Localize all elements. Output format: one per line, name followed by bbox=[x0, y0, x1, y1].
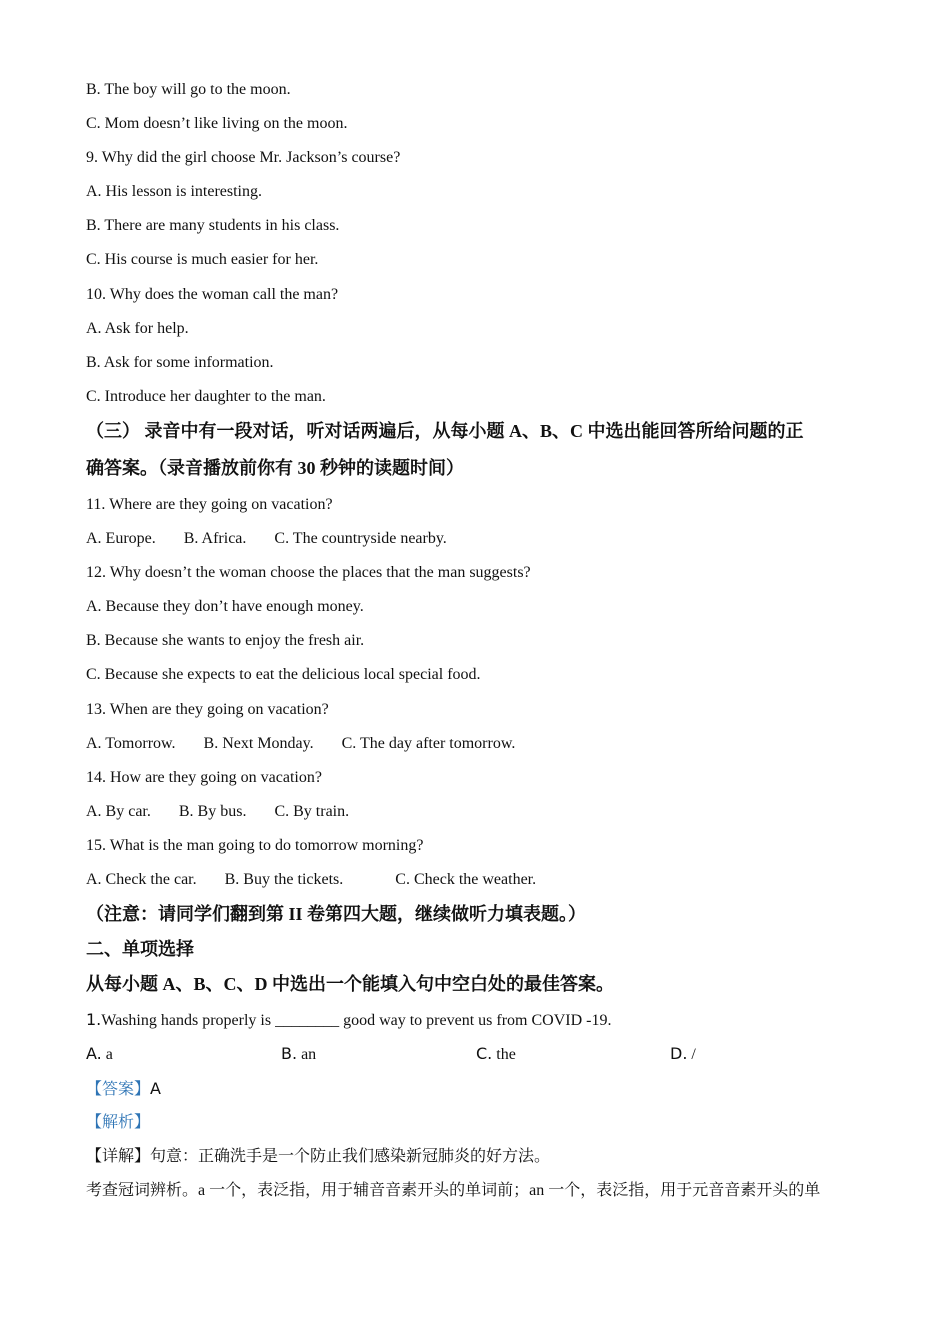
q9-option-c: C. His course is much easier for her. bbox=[86, 251, 319, 268]
answer-line bbox=[86, 1078, 161, 1101]
q12-option-b: B. Because she wants to enjoy the fresh air. bbox=[86, 632, 365, 649]
q12-option-a: A. Because they don’t have enough money. bbox=[86, 598, 364, 615]
detail-line: 【详解】句意：正确洗手是一个防止我们感染新冠肺炎的好方法。 bbox=[86, 1148, 551, 1165]
q15-question: 15. What is the man going to do tomorrow morning? bbox=[86, 837, 424, 854]
q11-question: 11. Where are they going on vacation? bbox=[86, 496, 333, 513]
q10-question: 10. Why does the woman call the man? bbox=[86, 286, 339, 303]
q10-option-a: A. Ask for help. bbox=[86, 320, 189, 337]
q11-options: A. Europe. B. Africa. C. The countryside nearby. bbox=[86, 530, 447, 547]
q8-option-b: B. The boy will go to the moon. bbox=[86, 81, 291, 98]
part2-title: 二、单项选择 bbox=[86, 939, 194, 959]
listening-note: （注意：请同学们翻到第 II 卷第四大题，继续做听力填表题。） bbox=[86, 904, 587, 924]
section3-instruction-line1: （三） 录音中有一段对话，听对话两遍后，从每小题 A、B、C 中选出能回答所给问题的正 bbox=[86, 421, 804, 441]
q10-option-c: C. Introduce her daughter to the man. bbox=[86, 388, 326, 405]
analysis-tag: 【解析】 bbox=[86, 1114, 151, 1131]
mc1-option-d: D. / bbox=[670, 1044, 696, 1063]
q13-options: A. Tomorrow. B. Next Monday. C. The day after tomorrow. bbox=[86, 735, 516, 752]
q9-option-a: A. His lesson is interesting. bbox=[86, 183, 262, 200]
mc1-question bbox=[86, 1009, 611, 1032]
section3-instruction-line2: 确答案。（录音播放前你有 30 秒钟的读题时间） bbox=[86, 458, 464, 478]
mc1-option-a: A. a bbox=[86, 1044, 113, 1063]
answer-tag: 【答案】 bbox=[86, 1081, 151, 1098]
q14-options: A. By car. B. By bus. C. By train. bbox=[86, 803, 350, 820]
q14-question: 14. How are they going on vacation? bbox=[86, 769, 322, 786]
mc1-option-c: C. the bbox=[476, 1044, 516, 1063]
answer-value: A bbox=[150, 1079, 161, 1098]
q9-option-b: B. There are many students in his class. bbox=[86, 217, 340, 234]
q10-option-b: B. Ask for some information. bbox=[86, 354, 274, 371]
mc1-number: 1. bbox=[86, 1010, 102, 1029]
q13-question: 13. When are they going on vacation? bbox=[86, 701, 329, 718]
q8-option-c: C. Mom doesn’t like living on the moon. bbox=[86, 115, 348, 132]
explanation-line: 考查冠词辨析。a 一个，表泛指，用于辅音音素开头的单词前；an 一个，表泛指，用于元音音素开头的单 bbox=[86, 1182, 821, 1199]
part2-instruction: 从每小题 A、B、C、D 中选出一个能填入句中空白处的最佳答案。 bbox=[86, 974, 615, 994]
mc1-text: Washing hands properly is ________ good way to prevent us from COVID -19. bbox=[101, 1012, 612, 1029]
q12-option-c: C. Because she expects to eat the delicious local special food. bbox=[86, 666, 481, 683]
q12-question: 12. Why doesn’t the woman choose the places that the man suggests? bbox=[86, 564, 531, 581]
q15-options: A. Check the car. B. Buy the tickets. C. Check the weather. bbox=[86, 871, 537, 888]
mc1-option-b: B. an bbox=[281, 1044, 317, 1063]
q9-question: 9. Why did the girl choose Mr. Jackson’s course? bbox=[86, 149, 401, 166]
